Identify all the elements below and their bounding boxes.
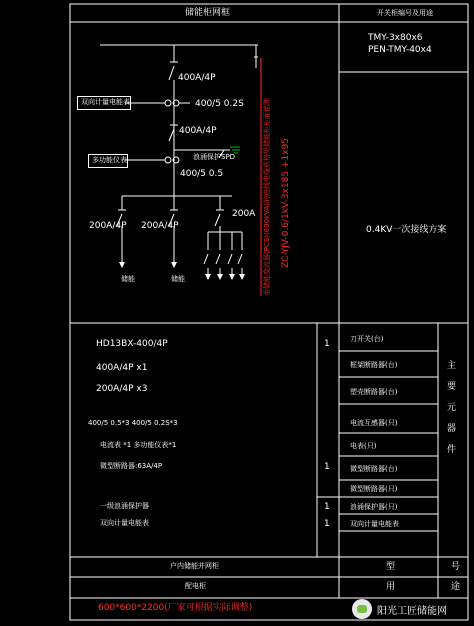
component-spec: 微型断路器:63A/4P xyxy=(100,462,163,470)
component-spec: 400A/4P x1 xyxy=(96,363,148,373)
component-name: 浪涌保护器(只) xyxy=(350,503,398,511)
footer-use-label: 用 xyxy=(386,582,396,592)
footer-use-side: 途 xyxy=(451,582,461,592)
component-spec: 一级浪涌保护器 xyxy=(100,502,149,510)
branch-label-3: 200A xyxy=(232,209,256,219)
component-spec: 电流表 *1 多功能仪表*1 xyxy=(100,441,177,449)
ct-label-1: 400/5 0.2S xyxy=(195,99,244,109)
component-name: 电流互感器(只) xyxy=(350,419,398,427)
outlet-label-2: 储能 xyxy=(171,275,185,283)
watermark xyxy=(352,596,470,622)
meter-box-2 xyxy=(88,154,128,168)
footer-dimensions: 600*600*2200(厂家可根据实际调整) xyxy=(98,603,253,613)
component-name: 微型断路器(台) xyxy=(350,465,398,473)
footer-type-text: 户内储能并网柜 xyxy=(170,562,219,570)
component-qty: 1 xyxy=(324,339,330,349)
footer-type-label: 型 xyxy=(386,562,396,572)
component-qty: 1 xyxy=(324,519,330,529)
cable-note: 至储能变流器(PCS)(600kVA)的进线电缆规格见储能柜柜面铭牌 xyxy=(263,97,271,296)
component-name: 双向计量电能表 xyxy=(350,520,399,528)
component-qty: 1 xyxy=(324,462,330,472)
component-spec: HD13BX-400/4P xyxy=(96,339,168,349)
component-spec: 200A/4P x3 xyxy=(96,384,148,394)
header-left-title: 储能柜网框 xyxy=(185,8,231,18)
component-name: 微型断路器(只) xyxy=(350,485,398,493)
component-qty: 1 xyxy=(324,502,330,512)
ct-label-2: 400/5 0.5 xyxy=(180,169,224,179)
meter-label-2: 多功能仪表 xyxy=(92,156,127,164)
meter-box-1 xyxy=(77,96,131,110)
footer-type-side: 号 xyxy=(451,562,461,572)
second-breaker-label: 400A/4P xyxy=(179,126,217,136)
watermark-text: 阳光工匠储能网 xyxy=(377,605,447,617)
component-name: 塑壳断路器(台) xyxy=(350,388,398,396)
branch-label-2: 200A/4P xyxy=(141,221,179,231)
scheme-title: 0.4KV一次接线方案 xyxy=(366,225,447,235)
component-spec: 400/5 0.5*3 400/5 0.2S*3 xyxy=(88,419,178,427)
busbar-line-1: TMY-3x80x6 xyxy=(368,33,423,43)
meter-label-1: 双向计量电能表 xyxy=(81,98,130,106)
outlet-label-1: 储能 xyxy=(121,275,135,283)
component-spec: 双向计量电能表 xyxy=(100,519,149,527)
busbar-line-2: PEN-TMY-40x4 xyxy=(368,45,432,55)
component-name: 刀开关(台) xyxy=(350,335,384,343)
component-name: 电表(只) xyxy=(350,442,377,450)
cable-spec: ZC-YJV-0.6/1kV-3x185 +1x95 xyxy=(281,138,291,268)
component-name: 框架断路器(台) xyxy=(350,361,398,369)
wechat-logo-icon xyxy=(352,599,372,619)
main-breaker-label: 400A/4P xyxy=(178,73,216,83)
surge-label: 浪涌保护SPD xyxy=(193,153,236,161)
branch-label-1: 200A/4P xyxy=(89,221,127,231)
main-components-side-label: 主要元器件 xyxy=(445,360,455,465)
header-right-title: 开关柜编号及用途 xyxy=(377,9,433,17)
footer-use-text: 配电柜 xyxy=(185,582,206,590)
